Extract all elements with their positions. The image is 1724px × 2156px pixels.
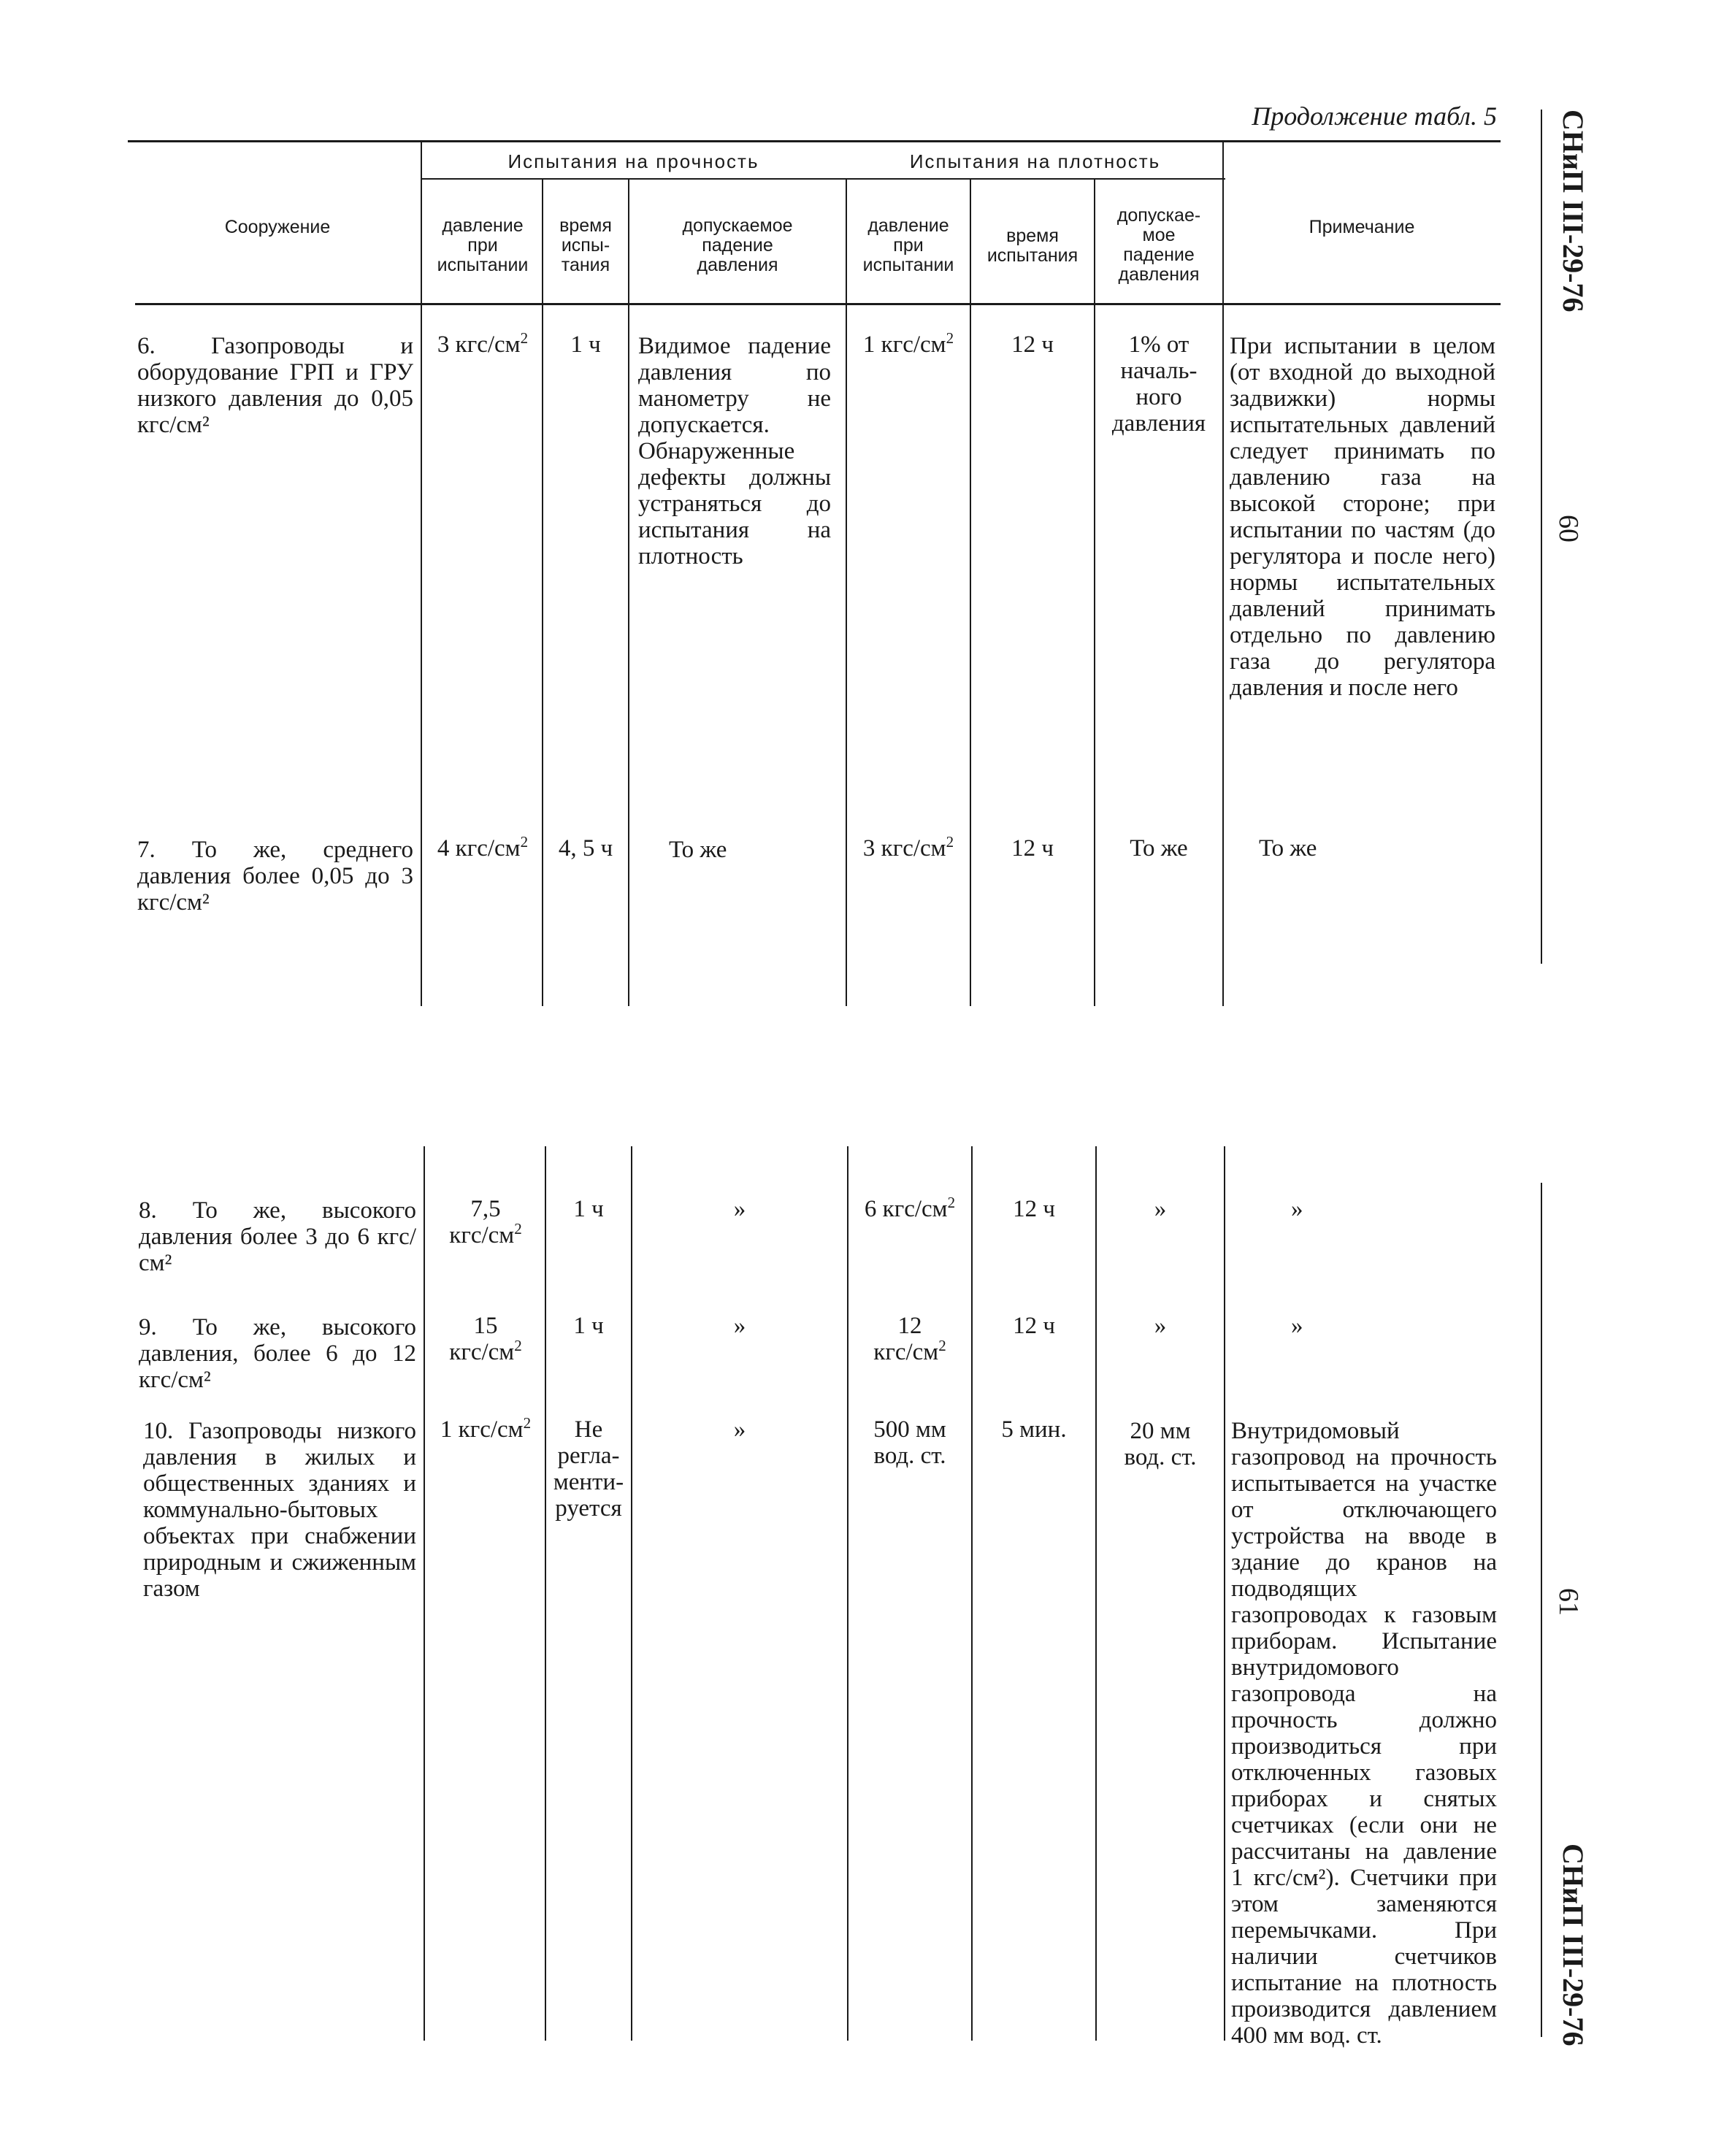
row6-strength-time: 1 ч [570, 331, 601, 358]
header-divider-1 [421, 142, 422, 303]
body-divider-3b [631, 1146, 632, 2041]
margin-rule-top [1541, 110, 1542, 964]
header-strength-drop: допускаемое падение давления [682, 215, 793, 275]
body-divider-2b [545, 1146, 546, 2041]
row6-density-time: 12 ч [1011, 331, 1054, 358]
header-density-drop: допускае- мое падение давления [1116, 205, 1201, 285]
row8-strength-pressure: 7,5 кгс/$см^2$ [449, 1196, 522, 1248]
row8-strength-time: 1 ч [573, 1196, 604, 1222]
row7-structure: 7. То же, среднего давления более 0,05 до 3 кгс/см² [137, 837, 413, 916]
header-density-pressure: давление при испытании [862, 215, 954, 275]
header-strength-group: Испытания на прочность [507, 150, 759, 172]
header-remark: Примечание [1309, 217, 1415, 237]
row7-density-drop: То же [1130, 835, 1188, 862]
body-divider-4a [846, 305, 847, 1006]
row10-density-drop: 20 мм вод. ст. [1124, 1418, 1197, 1470]
row9-strength-time: 1 ч [573, 1313, 604, 1339]
row6-density-drop: 1% от началь- ного давления [1111, 331, 1206, 437]
row6-strength-drop: Видимое падение давления по манометру не допускается. Обнаруженные дефекты должны устраняться до испытания на плотность [638, 333, 831, 569]
row9-density-pressure: 12 кгс/$см^2$ [873, 1313, 946, 1365]
row9-density-time: 12 ч [1013, 1313, 1055, 1339]
row8-density-drop: » [1154, 1196, 1167, 1222]
row10-strength-pressure: 1 кгс/$см^2$ [440, 1414, 532, 1443]
row8-strength-drop: » [733, 1196, 746, 1222]
row9-density-drop: » [1154, 1313, 1167, 1339]
body-divider-3a [628, 305, 629, 1006]
row6-structure: 6. Газопроводы и оборудование ГРП и ГРУ низкого давления до 0,05 кгс/см² [137, 333, 413, 438]
page-number-top: 60 [1553, 515, 1584, 542]
body-divider-1a [421, 305, 422, 1006]
header-top-rule [128, 140, 1501, 142]
margin-code-bottom: СНиП III-29-76 [1557, 1844, 1590, 2046]
margin-code-top: СНиП III-29-76 [1557, 110, 1590, 312]
row8-structure: 8. То же, высокого давления более 3 до 6 кгс/см² [139, 1197, 416, 1276]
body-divider-5b [971, 1146, 973, 2041]
row7-strength-drop: То же [669, 837, 727, 863]
margin-rule-bottom [1541, 1183, 1542, 2037]
row6-density-pressure: 1 кгс/$см^2$ [862, 329, 954, 358]
row10-density-pressure: 500 мм вод. ст. [873, 1416, 946, 1469]
row8-density-pressure: 6 кгс/$см^2$ [864, 1194, 956, 1222]
body-divider-1b [424, 1146, 425, 2041]
header-density-time: время испытания [986, 226, 1079, 266]
body-divider-2a [542, 305, 543, 1006]
row7-density-pressure: 3 кгс/$см^2$ [862, 833, 954, 862]
body-divider-4b [847, 1146, 848, 2041]
row10-structure: 10. Газопроводы низкого давления в жилых и общественных зданиях и коммунально-бытовых объектах при снабжении природным и сжиженным газом [143, 1418, 416, 1602]
row10-strength-time: Не регла- менти- руется [553, 1416, 624, 1522]
row9-strength-drop: » [733, 1313, 746, 1339]
body-divider-7b [1224, 1146, 1225, 2041]
row10-remark: Внутридомовый газопровод на прочность испытывается на участке от отключающего устройства на вводе в здание до кранов на подводящих газопроводах к газовым приборам. Испытание внутридомового газопровода на прочность должно производиться при отключенных газовых приборах и снятых счетчиках (если они не рассчитаны на давление 1 кгс/см²). Счетчики при этом заменяются перемычками. При наличии счетчиков испытание на плотность производится давлением 400 мм вод. ст. [1231, 1418, 1497, 2049]
row9-remark: » [1291, 1313, 1303, 1339]
row7-remark: То же [1259, 835, 1317, 862]
row10-density-time: 5 мин. [1001, 1416, 1067, 1443]
row6-remark: При испытании в целом (от входной до выходной задвижки) нормы испытательных давлений следует принимать по давлению газа на высокой стороне; при испытании по частям (до регулятора и после него) нормы испытательных давлений принимать отдельно по давлению газа до регулятора давления и после него [1230, 333, 1495, 701]
row9-structure: 9. То же, высокого давления, более 6 до 12 кгс/см² [139, 1314, 416, 1393]
row6-strength-pressure: 3 кгс/$см^2$ [437, 329, 529, 358]
row8-density-time: 12 ч [1013, 1196, 1055, 1222]
body-divider-7a [1222, 305, 1224, 1006]
header-strength-time: время испы- тания [559, 215, 612, 275]
header-density-group: Испытания на плотность [909, 150, 1161, 172]
row7-strength-time: 4, 5 ч [558, 835, 613, 862]
header-strength-pressure: давление при испытании [437, 215, 529, 275]
header-bottom-rule [135, 303, 1501, 305]
row10-strength-drop: » [733, 1416, 746, 1443]
row8-remark: » [1291, 1196, 1303, 1222]
page-number-bottom: 61 [1553, 1588, 1584, 1616]
row9-strength-pressure: 15 кгс/$см^2$ [449, 1313, 522, 1365]
row7-strength-pressure: 4 кгс/$см^2$ [437, 833, 529, 862]
header-structure: Сооружение [224, 217, 331, 237]
continuation-label: Продолжение табл. 5 [1252, 101, 1497, 131]
row7-density-time: 12 ч [1011, 835, 1054, 862]
body-divider-6b [1095, 1146, 1097, 2041]
body-divider-5a [970, 305, 971, 1006]
